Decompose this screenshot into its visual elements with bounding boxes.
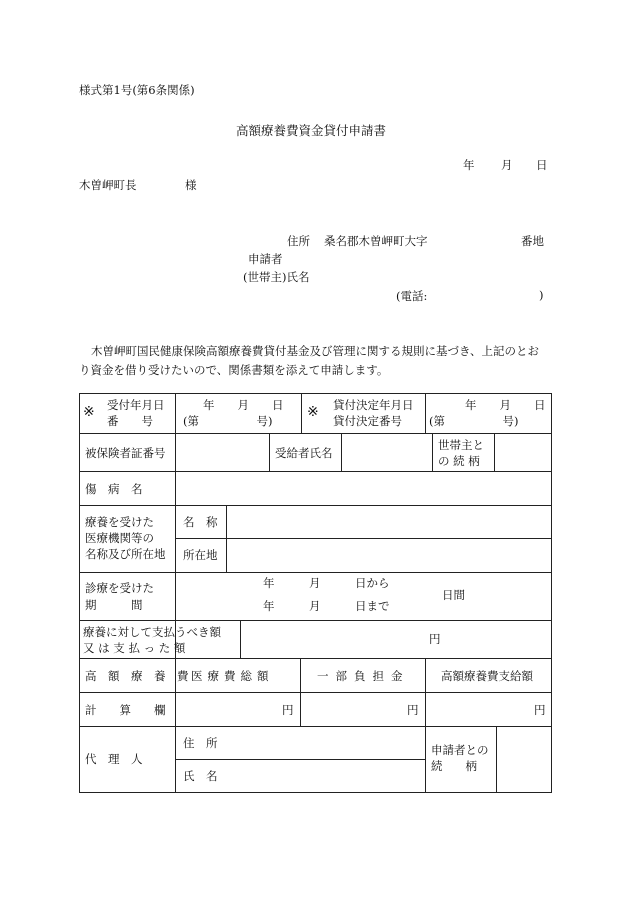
institution-label-3: 名称及び所在地 [85,547,166,561]
address-value: 桑名郡木曽岬町大字 [324,234,428,248]
institution-label-1: 療養を受けた [85,515,154,529]
insured-number-label: 被保険者証番号 [85,446,166,460]
agent-label: 代 理 人 [85,752,143,766]
applicant-name-label: (世帯主)氏名 [243,270,310,284]
decision-date-field: 年 月 日 [465,398,546,412]
illness-label: 傷 病 名 [85,482,143,496]
receipt-number-field: (第 号) [183,414,273,428]
payment-label: 高額療養費支給額 [441,669,533,683]
institution-name-label: 名 称 [183,515,218,529]
phone-label: (電話: [396,289,428,303]
calc-label: 計 算 欄 [85,703,166,717]
copay-label: 一部負担金 [317,669,410,683]
date-year-label: 年 [463,158,475,172]
addressee-honorific: 様 [185,178,197,192]
institution-label-2: 医療機関等の [85,531,154,545]
medical-total-label: 医療費総額 [191,669,274,683]
period-to: 年 月 日まで [263,599,390,613]
date-day-label: 日 [536,158,548,172]
receipt-date-label: 受付年月日 [107,398,165,412]
address-label: 住所 [287,234,310,248]
period-label-1: 診療を受けた [85,581,154,595]
high-cost-label: 高 額 療 養 費 [85,669,189,683]
calc-yen-1: 円 [282,703,294,717]
period-days: 日間 [442,588,465,602]
receipt-date-field: 年 月 日 [203,398,284,412]
form-number: 様式第1号(第6条関係) [79,83,195,97]
applicant-label: 申請者 [248,252,283,266]
calc-yen-3: 円 [534,703,546,717]
decision-number-label: 貸付決定番号 [333,414,402,428]
agent-relation-label-2: 続 柄 [431,759,477,773]
receipt-number-label: 番 号 [107,414,153,428]
body-text-line-1: 木曽岬町国民健康保険高額療養費貸付基金及び管理に関する規則に基づき、上記のとお [91,344,540,358]
decision-date-label: 貸付決定年月日 [333,398,414,412]
amount-label-2: 又 は 支 払 っ た 額 [83,641,186,655]
application-form-table [79,393,552,793]
relation-label-2: の 続 柄 [438,454,480,468]
addressee: 木曽岬町長 [79,178,137,192]
agent-name-label: 氏 名 [183,769,218,783]
calc-yen-2: 円 [407,703,419,717]
document-title: 高額療養費資金貸付申請書 [236,123,387,138]
relation-label-1: 世帯主と [438,438,484,452]
amount-yen: 円 [429,632,441,646]
period-label-2: 期 間 [85,598,143,612]
period-from: 年 月 日から [263,576,390,590]
phone-close: ) [539,288,544,302]
agent-address-label: 住 所 [183,736,218,750]
agent-relation-label-1: 申請者との [431,743,489,757]
amount-label-1: 療養に対して支払うべき額 [83,625,221,639]
address-suffix: 番地 [521,234,544,248]
recipient-name-label: 受給者氏名 [275,446,333,460]
office-use-mark: ※ [83,404,95,420]
decision-number-field: (第 号) [429,414,519,428]
institution-location-label: 所在地 [183,548,218,562]
body-text-line-2: り資金を借り受けたいので、関係書類を添えて申請します。 [79,363,389,377]
date-month-label: 月 [501,158,513,172]
office-use-mark-2: ※ [307,404,319,420]
